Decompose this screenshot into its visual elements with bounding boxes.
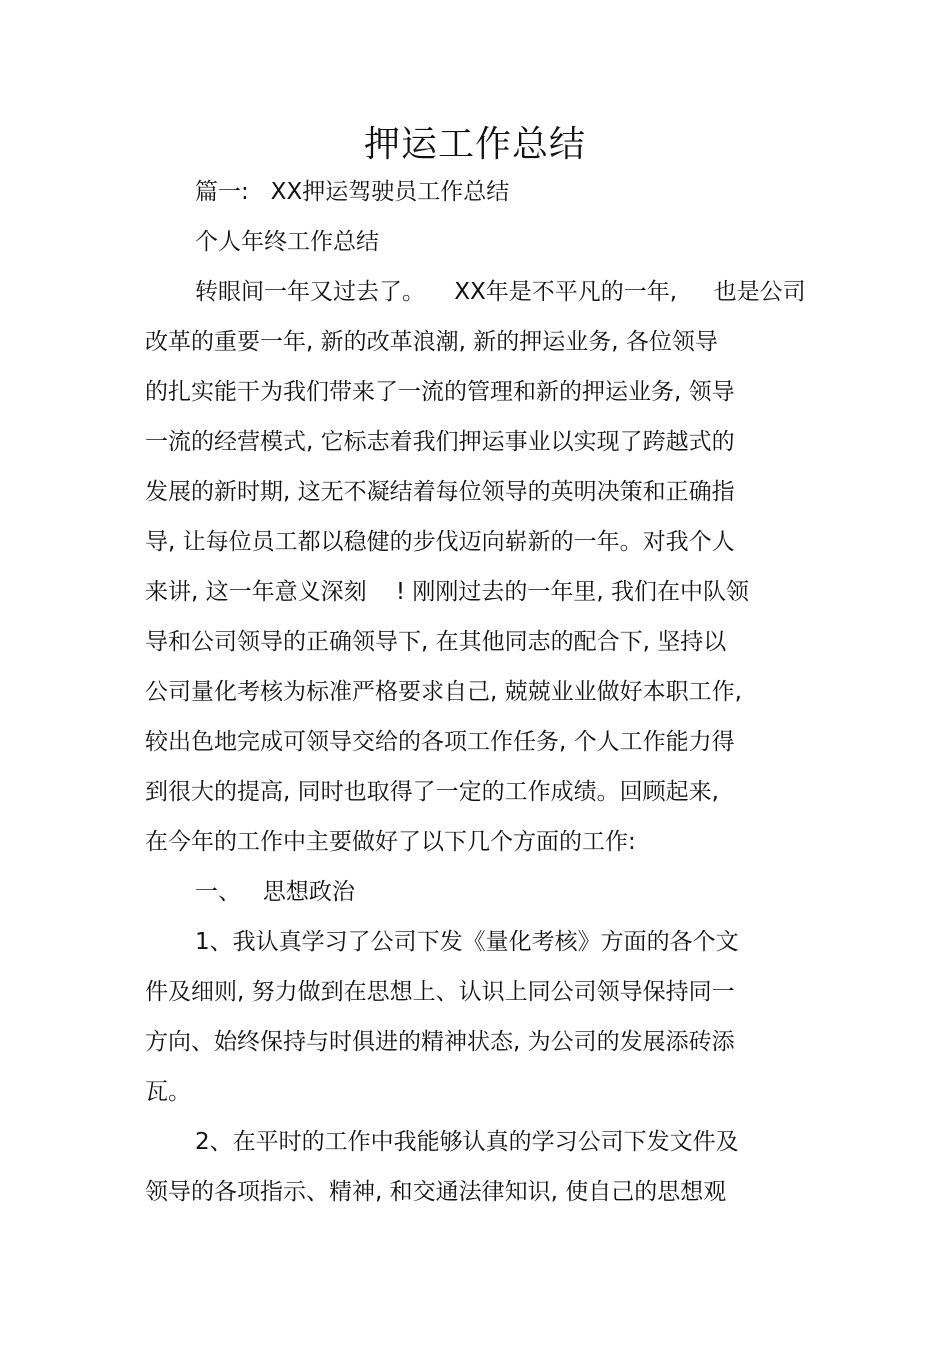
paragraph-line: 转眼间一年又过去了。 XX年是不平凡的一年, 也是公司 [195,279,806,305]
section-heading: 一、 思想政治 [195,879,355,905]
section-heading: 篇一: XX押运驾驶员工作总结 [195,179,510,205]
subheading: 个人年终工作总结 [195,229,379,255]
paragraph-line: 到很大的提高, 同时也取得了一定的工作成绩。回顾起来, [145,779,719,805]
paragraph-line: 的扎实能干为我们带来了一流的管理和新的押运业务, 领导 [145,379,735,405]
paragraph-line: 导和公司领导的正确领导下, 在其他同志的配合下, 坚持以 [145,629,727,655]
paragraph-line: 方向、始终保持与时俱进的精神状态, 为公司的发展添砖添 [145,1029,735,1055]
paragraph-line: 改革的重要一年, 新的改革浪潮, 新的押运业务, 各位领导 [145,329,718,355]
paragraph-line: 较出色地完成可领导交给的各项工作任务, 个人工作能力得 [145,729,735,755]
paragraph-line: 2、在平时的工作中我能够认真的学习公司下发文件及 [195,1129,739,1155]
paragraph-line: 导, 让每位员工都以稳健的步伐迈向崭新的一年。对我个人 [145,529,735,555]
paragraph-line: 来讲, 这一年意义深刻 ! 刚刚过去的一年里, 我们在中队领 [145,579,750,605]
paragraph-line: 公司量化考核为标准严格要求自己, 兢兢业业做好本职工作, [145,679,742,705]
paragraph-line: 件及细则, 努力做到在思想上、认识上同公司领导保持同一 [145,979,735,1005]
paragraph-line: 瓦。 [145,1079,191,1105]
paragraph-line: 在今年的工作中主要做好了以下几个方面的工作: [145,829,636,855]
paragraph-line: 1、我认真学习了公司下发《量化考核》方面的各个文 [195,929,739,955]
paragraph-line: 发展的新时期, 这无不凝结着每位领导的英明决策和正确指 [145,479,735,505]
document-title: 押运工作总结 [363,124,586,165]
paragraph-line: 一流的经营模式, 它标志着我们押运事业以实现了跨越式的 [145,429,735,455]
paragraph-line: 领导的各项指示、精神, 和交通法律知识, 使自己的思想观 [145,1179,727,1205]
